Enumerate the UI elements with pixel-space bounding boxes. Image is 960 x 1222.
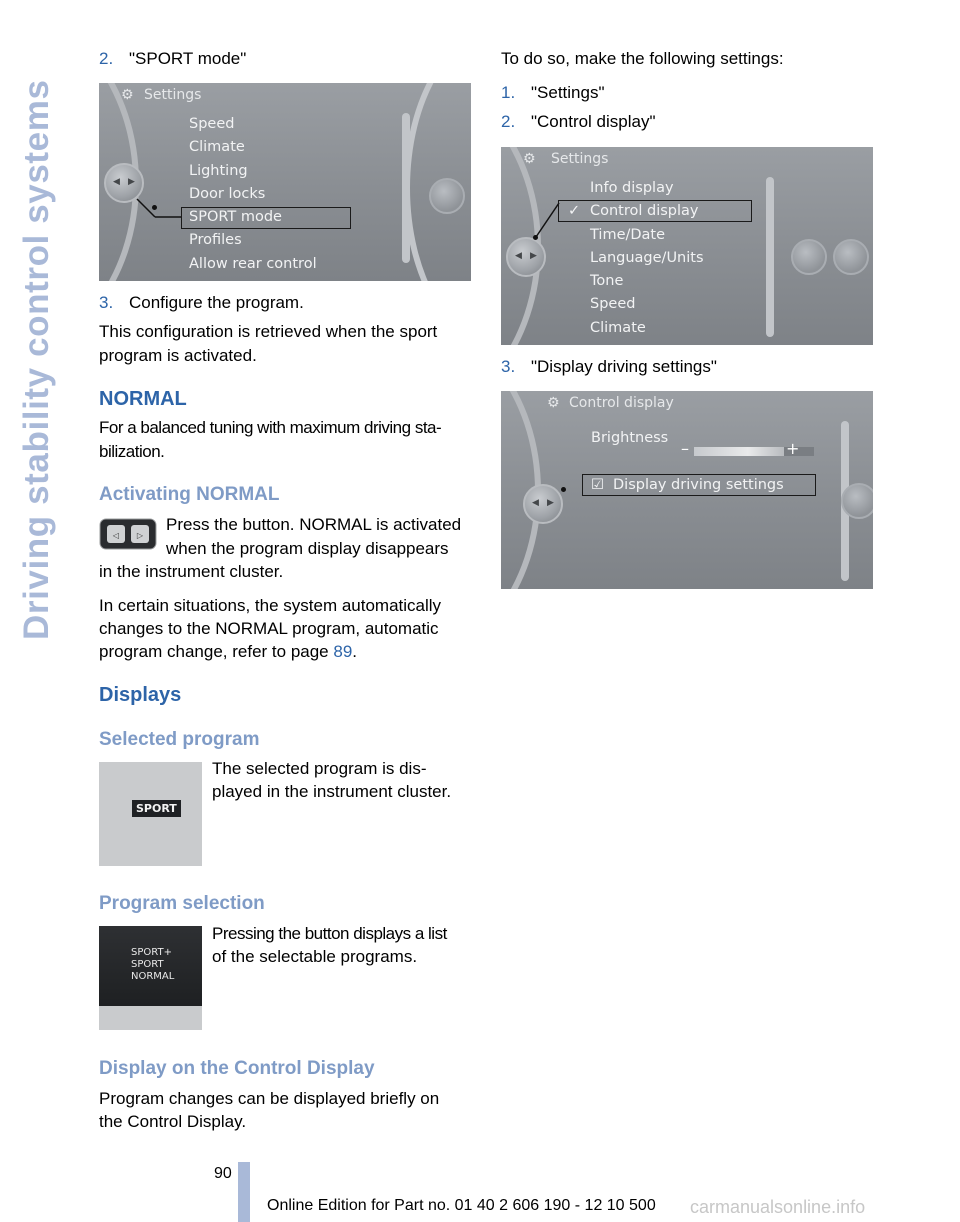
step-2-left: [99, 47, 246, 71]
intro-text: To do so, make the following settings:: [501, 49, 784, 68]
step-number: 2.: [501, 112, 516, 131]
screen-title: Settings: [144, 87, 202, 103]
cd-text-line-2: the Control Display.: [99, 1112, 247, 1131]
heading-control-display: Display on the Control Display: [99, 1058, 375, 1079]
selection-highlight: [181, 207, 351, 229]
menu-item[interactable]: Allow rear control: [189, 255, 317, 272]
heading-displays: Displays: [99, 684, 182, 706]
step-text: Configure the program.: [129, 293, 304, 312]
program-list-image: [99, 926, 202, 1030]
program-item: SPORT+: [131, 947, 172, 958]
step-number: 3.: [99, 293, 114, 312]
gear-icon: ⚙: [523, 151, 536, 167]
options-button[interactable]: [429, 178, 465, 214]
page-link[interactable]: 89: [333, 642, 353, 661]
program-item: SPORT: [131, 959, 164, 970]
footer-bar: [238, 1162, 250, 1222]
selection-text-line-2: of the selectable programs.: [212, 947, 418, 966]
sport-display-image: [99, 762, 202, 866]
activating-text-line-1: Press the button. NORMAL is activated: [166, 515, 462, 534]
step-3-left: [99, 291, 304, 315]
step-number: 2.: [99, 49, 114, 68]
step-text: "SPORT mode": [129, 49, 247, 68]
menu-item[interactable]: Speed: [590, 296, 636, 313]
page-number: 90: [214, 1165, 232, 1182]
program-item: NORMAL: [131, 971, 175, 982]
option-row[interactable]: [591, 474, 784, 497]
controller-knob: ◀ ▶: [506, 237, 546, 277]
brightness-label: Brightness: [591, 430, 669, 446]
option-label: Display driving settings: [613, 477, 784, 493]
screen-title: Settings: [551, 151, 609, 167]
controller-knob: ◀ ▶: [523, 484, 563, 524]
selection-highlight: [558, 200, 752, 222]
program-list: [131, 947, 174, 983]
control-display-icon: ⚙: [547, 395, 560, 411]
step-text: "Display driving settings": [531, 357, 717, 376]
paragraph: For a balanced tuning with maximum driving sta-bilization.: [99, 418, 442, 461]
activating-text-line-2: when the program display disappears: [166, 539, 449, 558]
idrive-control-display-screen: [501, 147, 873, 345]
auto-text-line-2: changes to the NORMAL program, automatic: [99, 619, 439, 638]
scrollbar[interactable]: [402, 113, 410, 263]
step-number: 1.: [501, 83, 516, 102]
step-1-right: [501, 81, 605, 105]
scrollbar[interactable]: [766, 177, 774, 337]
heading-activating: Activating NORMAL: [99, 484, 280, 505]
auto-text-line-1: In certain situations, the system automatically: [99, 596, 442, 615]
auto-text: program change, refer to page: [99, 642, 334, 661]
menu-item-selected[interactable]: SPORT mode: [189, 209, 282, 226]
sport-badge: SPORT: [132, 800, 181, 817]
idrive-display-driving-settings-screen: [501, 391, 873, 589]
settings-menu: [189, 113, 317, 276]
program-list-panel: [99, 926, 202, 1006]
pointer-dot: [561, 487, 566, 492]
menu-item[interactable]: Speed: [189, 116, 235, 132]
svg-text:◁: ◁: [112, 531, 120, 540]
checkbox-icon: ☑: [591, 477, 604, 493]
step-text: "Control display": [531, 112, 656, 131]
menu-item[interactable]: Tone: [590, 273, 624, 290]
heading-normal: NORMAL: [99, 388, 187, 410]
normal-button-image: [99, 518, 157, 550]
heading-selected-program: Selected program: [99, 729, 260, 750]
edition-text: Online Edition for Part no. 01 40 2 606 190 - 12 10 500: [267, 1197, 656, 1214]
menu-button[interactable]: [833, 239, 869, 275]
heading-program-selection: Program selection: [99, 893, 265, 914]
selection-text-line-1: Pressing the button displays a list: [212, 924, 447, 943]
step-number: 3.: [501, 357, 516, 376]
side-chapter-title: Driving stability control systems: [17, 79, 56, 640]
menu-button[interactable]: [841, 483, 873, 519]
paragraph: This configuration is retrieved when the sport program is activated.: [99, 322, 438, 365]
menu-item-label: Control display: [590, 203, 699, 220]
step-2-right: [501, 110, 656, 134]
menu-item[interactable]: Info display: [590, 180, 674, 196]
svg-text:▷: ▷: [136, 531, 144, 540]
step-3-right: [501, 355, 717, 379]
auto-text-line-3: [99, 640, 357, 664]
step-text: "Settings": [531, 83, 605, 102]
watermark: carmanualsonline.info: [690, 1197, 866, 1217]
options-button[interactable]: [791, 239, 827, 275]
auto-text-end: .: [352, 642, 358, 661]
minus-icon[interactable]: –: [681, 439, 689, 458]
activating-text-line-3: in the instrument cluster.: [99, 562, 284, 581]
plus-icon[interactable]: +: [786, 439, 800, 458]
controller-knob: ◀ ▶: [104, 163, 144, 203]
menu-item[interactable]: Profiles: [189, 232, 242, 249]
screen-title: Control display: [569, 395, 674, 411]
menu-item[interactable]: Climate: [189, 139, 245, 156]
menu-item[interactable]: Language/Units: [590, 249, 704, 266]
idrive-settings-screen: [99, 83, 471, 281]
selected-text-line-1: The selected program is dis-: [212, 759, 427, 778]
gear-icon: ⚙: [121, 87, 134, 103]
menu-item[interactable]: Lighting: [189, 162, 248, 179]
cd-text-line-1: Program changes can be displayed briefly on: [99, 1089, 440, 1108]
menu-item[interactable]: Time/Date: [590, 226, 666, 243]
menu-item[interactable]: Climate: [590, 319, 646, 336]
menu-item[interactable]: Door locks: [189, 185, 266, 202]
checkmark-icon: ✓: [568, 203, 581, 220]
selected-text-line-2: played in the instrument cluster.: [212, 782, 452, 801]
brightness-slider[interactable]: [694, 447, 784, 456]
